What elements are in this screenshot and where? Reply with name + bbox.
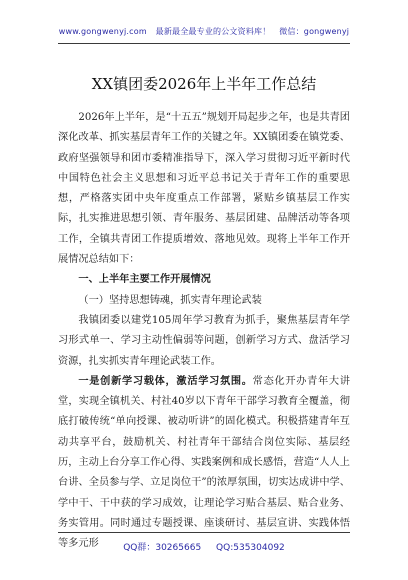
qq-group: QQ群：30265665: [123, 543, 202, 553]
site-slogan: 最新最全最专业的公文资料库！: [155, 27, 271, 36]
body-paragraph-2-text: 常态化开办青年大讲堂，实现全镇机关、村社40岁以下青年干部学习教育全覆盖，彻底打破传统“单向授课、被动听讲”的固化模式。积极搭建青年互动共享平台，鼓励机关、村社青年干部结合岗位实际、基层经历，主动上台分享工作心得、实践案例和成长感悟，营造“人人上台讲、全员参与学、立足岗位干”的浓厚氛围，切实达成讲中学、学中干、干中获的学习成效，让理论学习贴合基层、贴合业务、务实管用。同时通过专题授课、座谈研讨、基层宣讲、实践体悟等多元形: [58, 375, 350, 550]
section-heading-1: 一、上半年主要工作开展情况: [78, 274, 211, 286]
subsection-heading-1: （一）坚持思想铸魂，抓实青年理论武装: [78, 294, 262, 306]
intro-paragraph: 2026年上半年，是“十五五”规划开局起步之年，也是共青团深化改革、抓实基层青年工作的关键之年。XX镇团委在镇党委、政府坚强领导和团市委精准指导下，深入学习贯彻习近平新时代中国特色社会主义思想和习近平总书记关于青年工作的重要思想，严格落实团中央年度重点工作部署，紧贴乡镇基层工作实际，扎实推进思想引领、青年服务、基层团建、品牌活动等各项工作，全镇共青团工作提质增效、落地见效。现将上半年工作开展情况总结如下：: [58, 112, 350, 266]
bold-lead-text: 一是创新学习载体，激活学习氛围。: [78, 375, 253, 387]
body-paragraph-1: 我镇团委以建党105周年学习教育为抓手，聚焦基层青年学习形式单一、学习主动性偏弱等问题，创新学习方式、盘活学习资源，扎实抓实青年理论武装工作。: [58, 314, 350, 367]
wechat-id: 微信：gongwenyj: [279, 27, 350, 36]
body-paragraph-2: [58, 372, 350, 555]
qq-contact: QQ:535304092: [216, 543, 285, 553]
site-banner: [0, 26, 408, 37]
document-title: XX镇团委2026年上半年工作总结: [91, 75, 317, 93]
site-url[interactable]: www.gongwenyj.com: [58, 27, 147, 36]
header-divider: [58, 43, 350, 44]
footer-divider: [58, 532, 350, 533]
document-body: [58, 108, 350, 555]
page-footer: [0, 540, 408, 553]
